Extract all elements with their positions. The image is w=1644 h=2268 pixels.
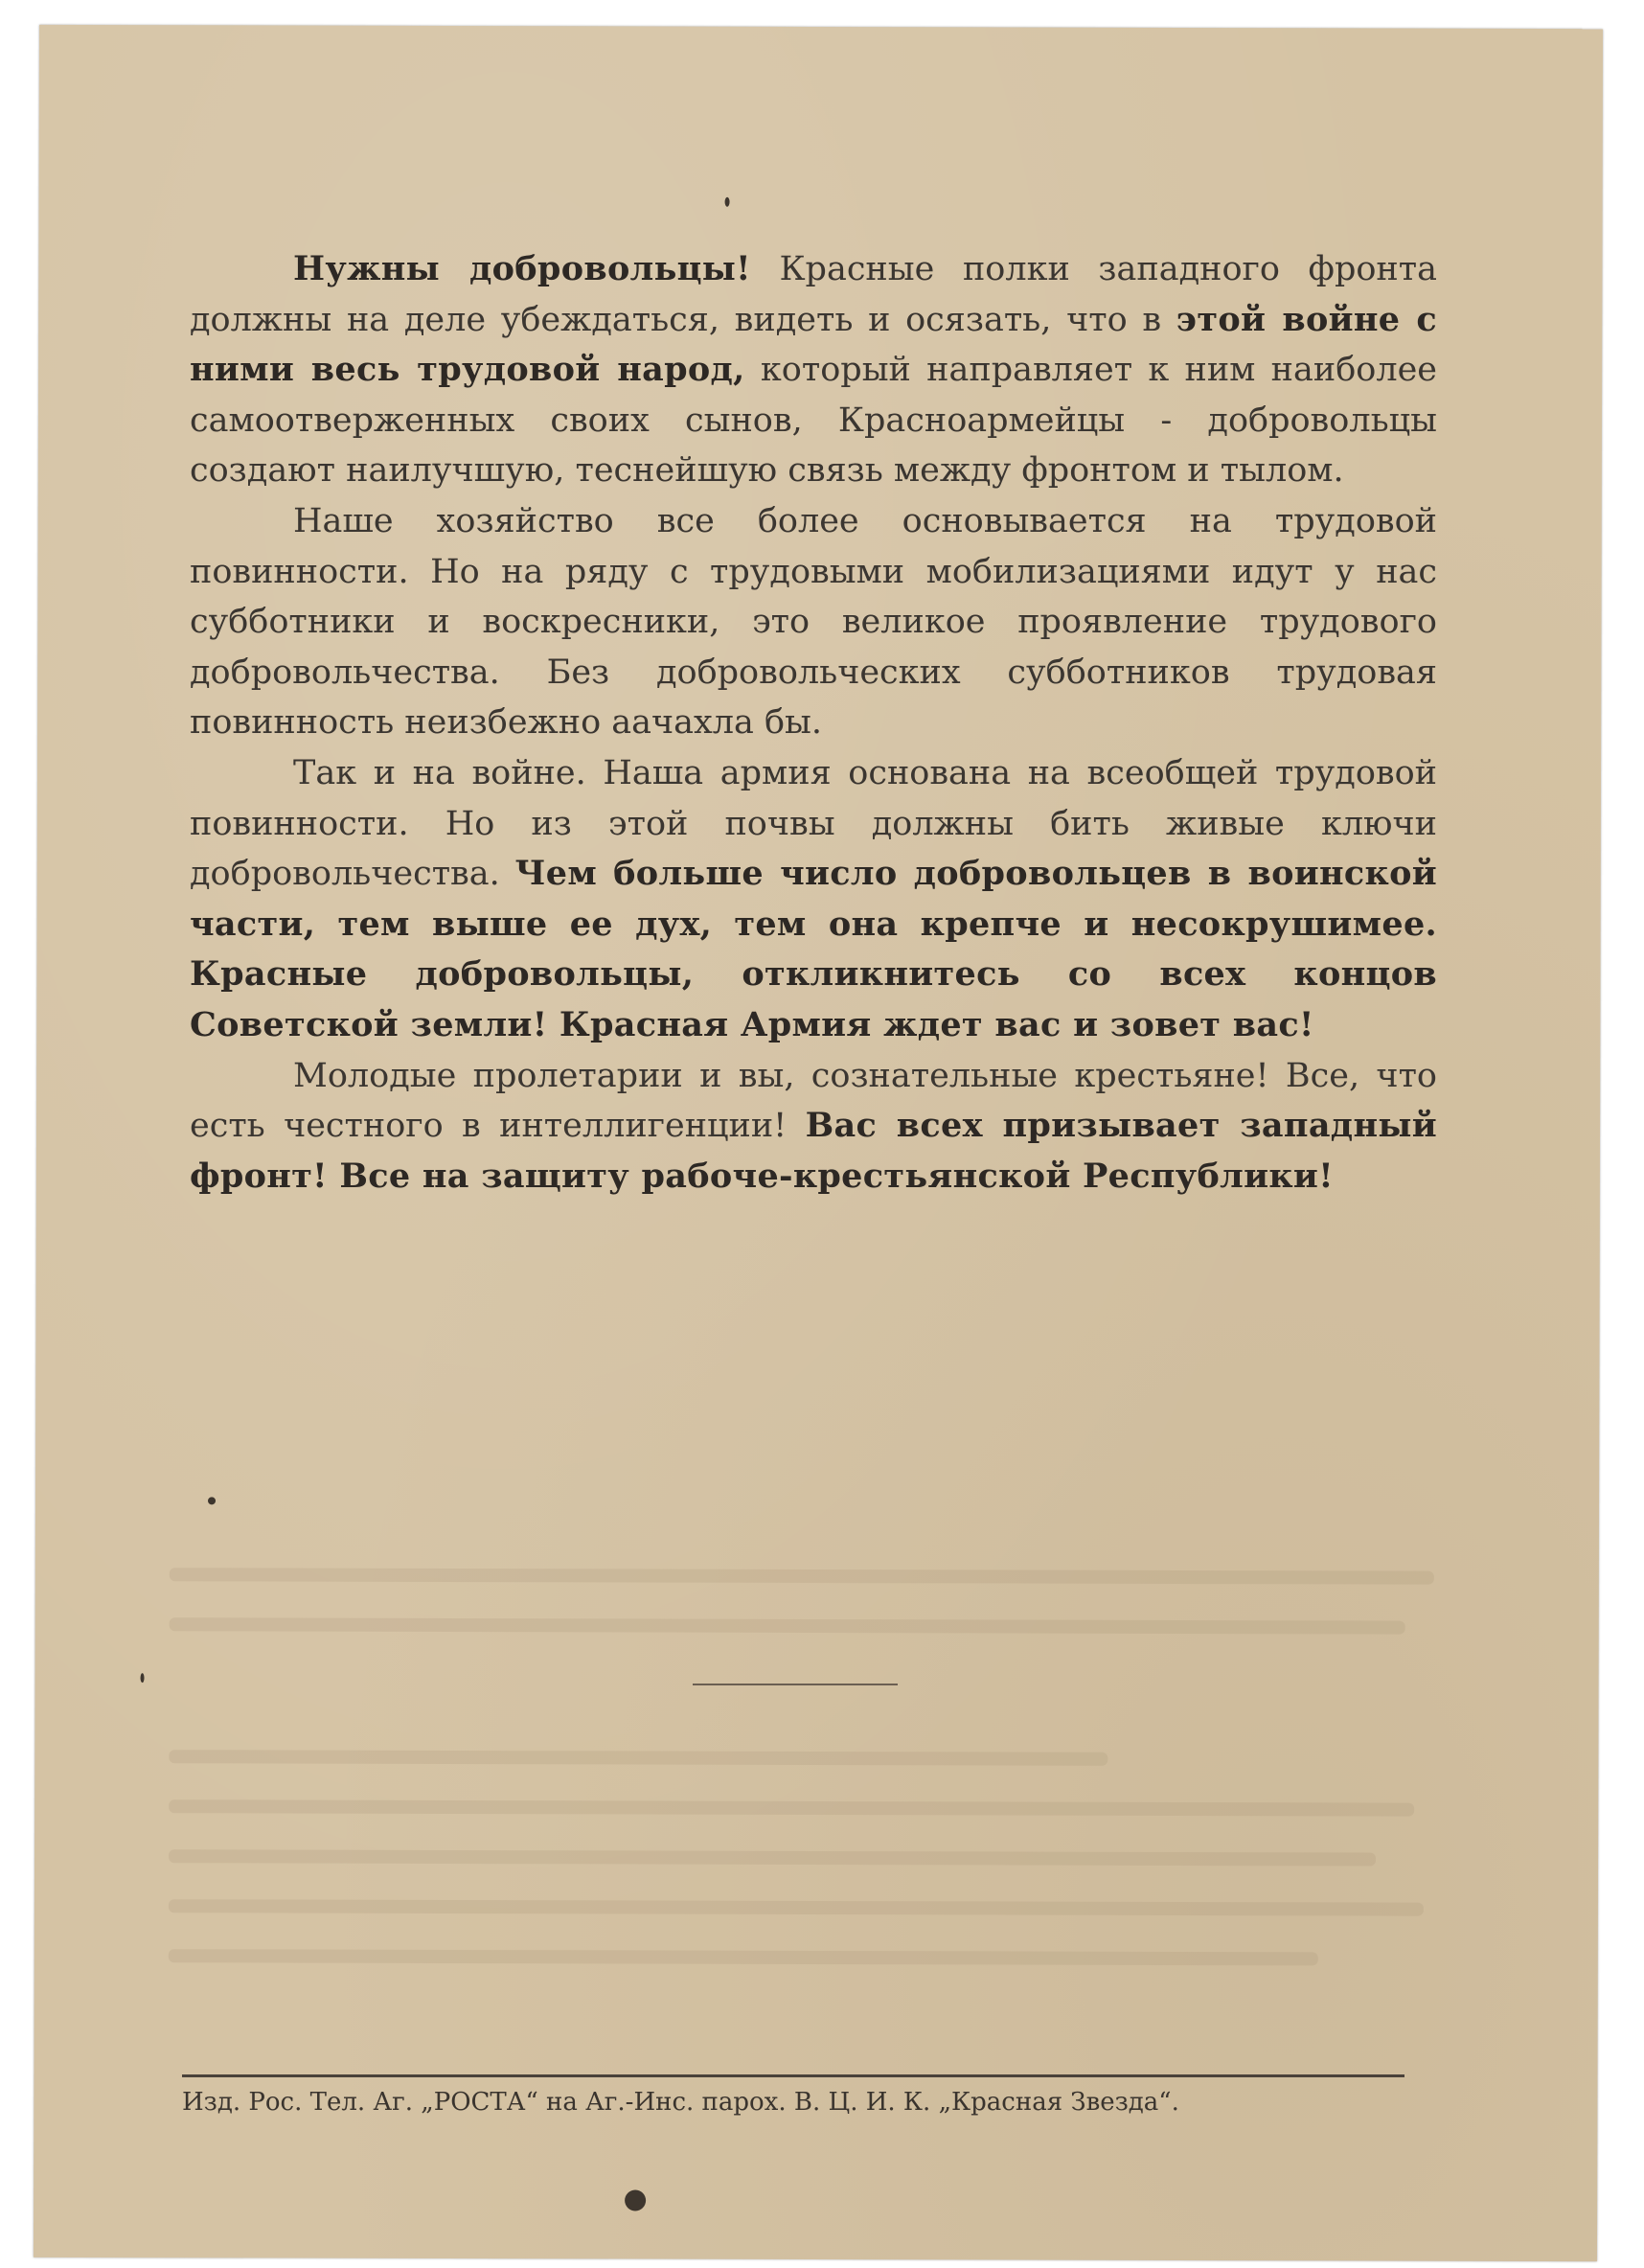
divider-short <box>693 1684 898 1685</box>
bleed-through-line <box>170 1568 1434 1584</box>
ink-speck <box>625 2189 646 2211</box>
paragraph-war <box>190 748 1437 1051</box>
leaflet-body <box>190 244 1437 1202</box>
bleed-through-line <box>169 1799 1414 1816</box>
bold-run: этой войне с ними весь трудовой народ, <box>190 299 1438 390</box>
ink-speck <box>725 197 730 207</box>
bleed-through-line <box>169 1949 1318 1965</box>
footer-rule <box>182 2074 1404 2077</box>
bold-run: Чем больше число добровольцев в воинской части, тем выше ее дух, тем она крепче и несокрушимее. Красные добровольцы, откликнитесь со всех концов Советской земли! Красная Армия ждет вас и зовет вас! <box>190 854 1437 1044</box>
ink-speck <box>141 1673 145 1683</box>
publisher-imprint: Изд. Рос. Тел. Аг. „РОСТА“ на Аг.-Инс. парох. В. Ц. И. К. „Красная Звезда“. <box>182 2088 1179 2117</box>
ink-speck <box>208 1497 216 1504</box>
bleed-through-line <box>169 1899 1424 1915</box>
bleed-through-line <box>169 1849 1376 1866</box>
text-run: Молодые пролетарии и вы, сознательные крестьяне! Все, что есть честного в интеллигенции! <box>190 1056 1437 1146</box>
bleed-through-line <box>170 1617 1405 1634</box>
text-run: Красные полки западного фронта должны на деле убеждаться, видеть и осязать, что в <box>190 250 1437 339</box>
paragraph-call <box>190 1051 1437 1203</box>
paragraph-economy <box>190 496 1437 748</box>
bleed-through-line <box>169 1750 1107 1766</box>
text-run: который направляет к ним наиболее самоотверженных своих сынов, Красноармейцы - добровольцы создают наилучшую, теснейшую связь между фронтом и тылом. <box>190 351 1437 491</box>
bold-run: Вас всех призывает западный фронт! Все на защиту рабоче-крестьянской Республики! <box>190 1106 1438 1196</box>
bold-run: Нужны добровольцы! <box>293 249 751 288</box>
text-run: Наше хозяйство все более основывается на трудовой повинности. Но на ряду с трудовыми мобилизациями идут у нас субботники и воскресники, это великое проявление трудового добровольчества. Без добровольческих субботников трудовая повинность неизбежно аачахла бы. <box>190 501 1437 743</box>
paragraph-appeal <box>190 244 1437 496</box>
text-run: Так и на войне. Наша армия основана на всеобщей трудовой повинности. Но из этой почвы должны бить живые ключи добровольчества. <box>190 753 1437 894</box>
